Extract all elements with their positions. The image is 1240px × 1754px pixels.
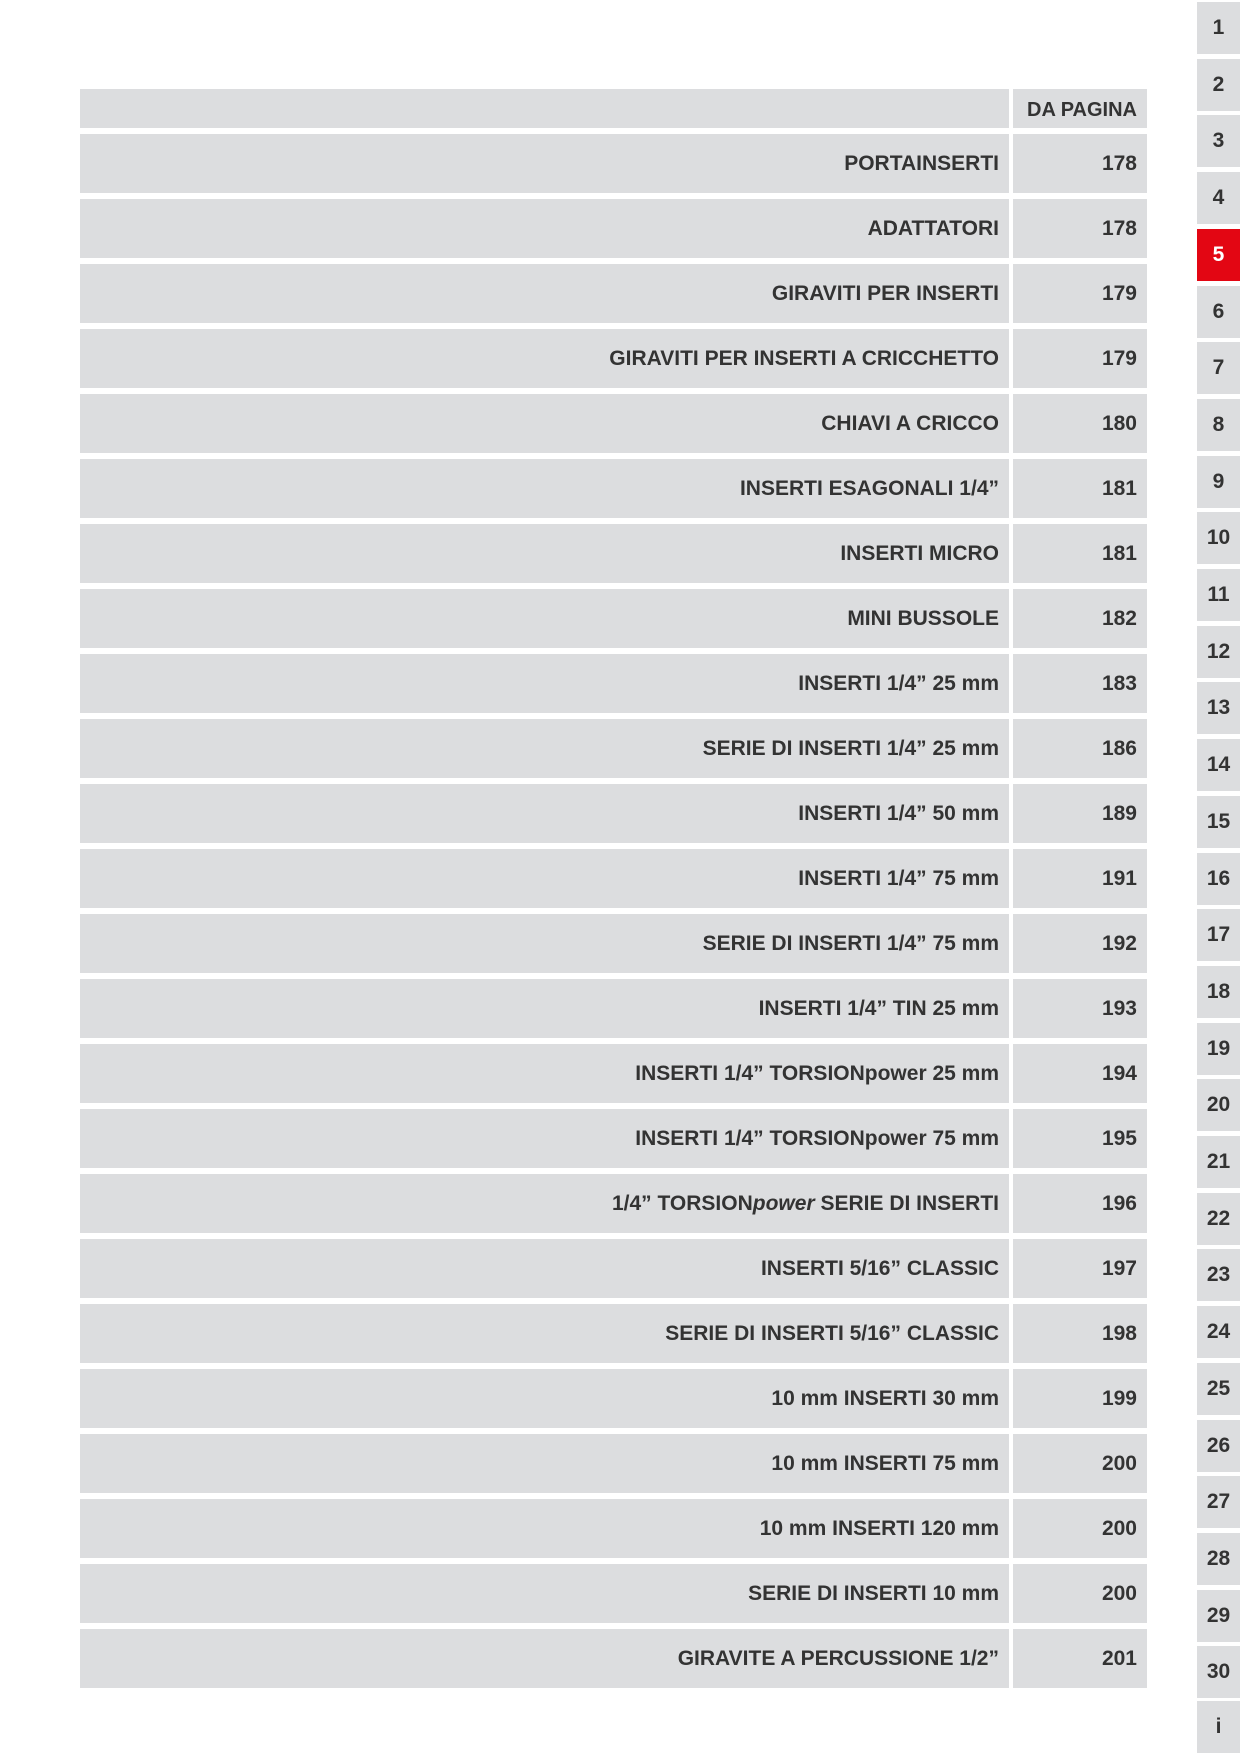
toc-row[interactable]	[80, 849, 1147, 908]
chapter-tab[interactable]: 15	[1197, 796, 1240, 848]
toc-header-title-cell	[80, 89, 1009, 128]
toc-entry-title: SERIE DI INSERTI 1/4” 25 mm	[80, 719, 1009, 778]
toc-row[interactable]	[80, 654, 1147, 713]
chapter-tab[interactable]: 22	[1197, 1193, 1240, 1245]
toc-entry-page-number: 201	[1013, 1629, 1147, 1688]
toc-entry-title: GIRAVITE A PERCUSSIONE 1/2”	[80, 1629, 1009, 1688]
chapter-tab[interactable]: 10	[1197, 512, 1240, 564]
toc-entry-title: SERIE DI INSERTI 10 mm	[80, 1564, 1009, 1623]
toc-row[interactable]	[80, 589, 1147, 648]
chapter-tab[interactable]: 21	[1197, 1136, 1240, 1188]
chapter-tab[interactable]: 9	[1197, 456, 1240, 508]
chapter-tab[interactable]: 27	[1197, 1476, 1240, 1528]
toc-entry-page-number: 181	[1013, 459, 1147, 518]
toc-entry-page-number: 179	[1013, 264, 1147, 323]
toc-entry-title: 10 mm INSERTI 30 mm	[80, 1369, 1009, 1428]
toc-entry-title-suffix: SERIE DI INSERTI	[814, 1191, 999, 1215]
toc-row[interactable]	[80, 719, 1147, 778]
toc-entry-page-number: 186	[1013, 719, 1147, 778]
toc-row[interactable]	[80, 459, 1147, 518]
toc-entry-page-number: 200	[1013, 1564, 1147, 1623]
chapter-tab[interactable]: 17	[1197, 909, 1240, 961]
chapter-tab[interactable]: 4	[1197, 172, 1240, 224]
toc-entry-title: GIRAVITI PER INSERTI A CRICCHETTO	[80, 329, 1009, 388]
chapter-tab[interactable]: 20	[1197, 1079, 1240, 1131]
toc-row[interactable]	[80, 1434, 1147, 1493]
toc-entry-title: SERIE DI INSERTI 5/16” CLASSIC	[80, 1304, 1009, 1363]
toc-entry-title: SERIE DI INSERTI 1/4” 75 mm	[80, 914, 1009, 973]
toc-entry-title: INSERTI 5/16” CLASSIC	[80, 1239, 1009, 1298]
toc-entry-title: INSERTI 1/4” 25 mm	[80, 654, 1009, 713]
toc-row[interactable]	[80, 199, 1147, 258]
toc-entry-title: ADATTATORI	[80, 199, 1009, 258]
toc-entry-title-italic: power	[752, 1191, 815, 1215]
toc-entry-page-number: 200	[1013, 1499, 1147, 1558]
toc-row[interactable]	[80, 914, 1147, 973]
toc-entry-page-number: 180	[1013, 394, 1147, 453]
toc-entry-page-number: 195	[1013, 1109, 1147, 1168]
toc-entry-title: GIRAVITI PER INSERTI	[80, 264, 1009, 323]
toc-row[interactable]	[80, 1304, 1147, 1363]
toc-entry-page-number: 198	[1013, 1304, 1147, 1363]
toc-entry-title: INSERTI 1/4” TIN 25 mm	[80, 979, 1009, 1038]
toc-entry-page-number: 182	[1013, 589, 1147, 648]
table-of-contents	[80, 89, 1147, 1694]
chapter-tab[interactable]: 3	[1197, 115, 1240, 167]
toc-header	[80, 89, 1147, 128]
toc-entry-page-number: 191	[1013, 849, 1147, 908]
toc-entry-page-number: 192	[1013, 914, 1147, 973]
toc-entry-title: INSERTI 1/4” 75 mm	[80, 849, 1009, 908]
toc-row[interactable]	[80, 1174, 1147, 1233]
chapter-tab[interactable]: 28	[1197, 1533, 1240, 1585]
chapter-tab[interactable]: 18	[1197, 966, 1240, 1018]
toc-entry-title: MINI BUSSOLE	[80, 589, 1009, 648]
toc-entry-title: INSERTI 1/4” TORSIONpower 75 mm	[80, 1109, 1009, 1168]
toc-row[interactable]	[80, 1109, 1147, 1168]
toc-row[interactable]	[80, 394, 1147, 453]
toc-entry-title: INSERTI 1/4” TORSIONpower 25 mm	[80, 1044, 1009, 1103]
chapter-tab[interactable]: 11	[1197, 569, 1240, 621]
chapter-tab[interactable]: 1	[1197, 2, 1240, 54]
toc-row[interactable]	[80, 1499, 1147, 1558]
toc-entry-title: INSERTI ESAGONALI 1/4”	[80, 459, 1009, 518]
chapter-tab[interactable]: 6	[1197, 286, 1240, 338]
toc-row[interactable]	[80, 784, 1147, 843]
chapter-tab[interactable]: 2	[1197, 59, 1240, 111]
toc-entry-title-prefix: 1/4” TORSION	[611, 1191, 753, 1215]
chapter-tab[interactable]: 16	[1197, 853, 1240, 905]
toc-entry-page-number: 196	[1013, 1174, 1147, 1233]
toc-row[interactable]	[80, 134, 1147, 193]
chapter-tab[interactable]: 24	[1197, 1306, 1240, 1358]
toc-row[interactable]	[80, 1564, 1147, 1623]
toc-row[interactable]	[80, 1629, 1147, 1688]
toc-row[interactable]	[80, 1369, 1147, 1428]
toc-entry-page-number: 193	[1013, 979, 1147, 1038]
chapter-tab[interactable]: 5	[1197, 229, 1240, 281]
toc-entry-page-number: 183	[1013, 654, 1147, 713]
toc-row[interactable]	[80, 1044, 1147, 1103]
chapter-tab[interactable]: 8	[1197, 399, 1240, 451]
toc-entry-page-number: 197	[1013, 1239, 1147, 1298]
toc-entry-page-number: 181	[1013, 524, 1147, 583]
chapter-tab[interactable]: 26	[1197, 1420, 1240, 1472]
toc-entry-page-number: 189	[1013, 784, 1147, 843]
toc-entry-title: 10 mm INSERTI 120 mm	[80, 1499, 1009, 1558]
chapter-tab[interactable]: 23	[1197, 1249, 1240, 1301]
toc-entry-page-number: 199	[1013, 1369, 1147, 1428]
chapter-tab[interactable]: 13	[1197, 682, 1240, 734]
chapter-tab[interactable]: 25	[1197, 1363, 1240, 1415]
chapter-tab[interactable]: i	[1197, 1701, 1240, 1753]
toc-header-page-label: DA PAGINA	[1013, 89, 1147, 128]
toc-entry-page-number: 178	[1013, 134, 1147, 193]
toc-entry-title	[80, 1174, 1009, 1233]
toc-entry-page-number: 194	[1013, 1044, 1147, 1103]
toc-row[interactable]	[80, 979, 1147, 1038]
toc-row[interactable]	[80, 1239, 1147, 1298]
toc-row[interactable]	[80, 264, 1147, 323]
chapter-tab[interactable]: 30	[1197, 1646, 1240, 1698]
chapter-tab[interactable]: 14	[1197, 739, 1240, 791]
toc-entry-page-number: 179	[1013, 329, 1147, 388]
toc-entry-title: CHIAVI A CRICCO	[80, 394, 1009, 453]
toc-row[interactable]	[80, 329, 1147, 388]
toc-entry-title: INSERTI MICRO	[80, 524, 1009, 583]
chapter-tab[interactable]: 12	[1197, 626, 1240, 678]
toc-entry-title: INSERTI 1/4” 50 mm	[80, 784, 1009, 843]
toc-entry-title: 10 mm INSERTI 75 mm	[80, 1434, 1009, 1493]
toc-entry-title: PORTAINSERTI	[80, 134, 1009, 193]
chapter-tab[interactable]: 29	[1197, 1590, 1240, 1642]
chapter-tab[interactable]: 19	[1197, 1023, 1240, 1075]
toc-entry-page-number: 178	[1013, 199, 1147, 258]
chapter-tab[interactable]: 7	[1197, 342, 1240, 394]
toc-entry-page-number: 200	[1013, 1434, 1147, 1493]
toc-row[interactable]	[80, 524, 1147, 583]
